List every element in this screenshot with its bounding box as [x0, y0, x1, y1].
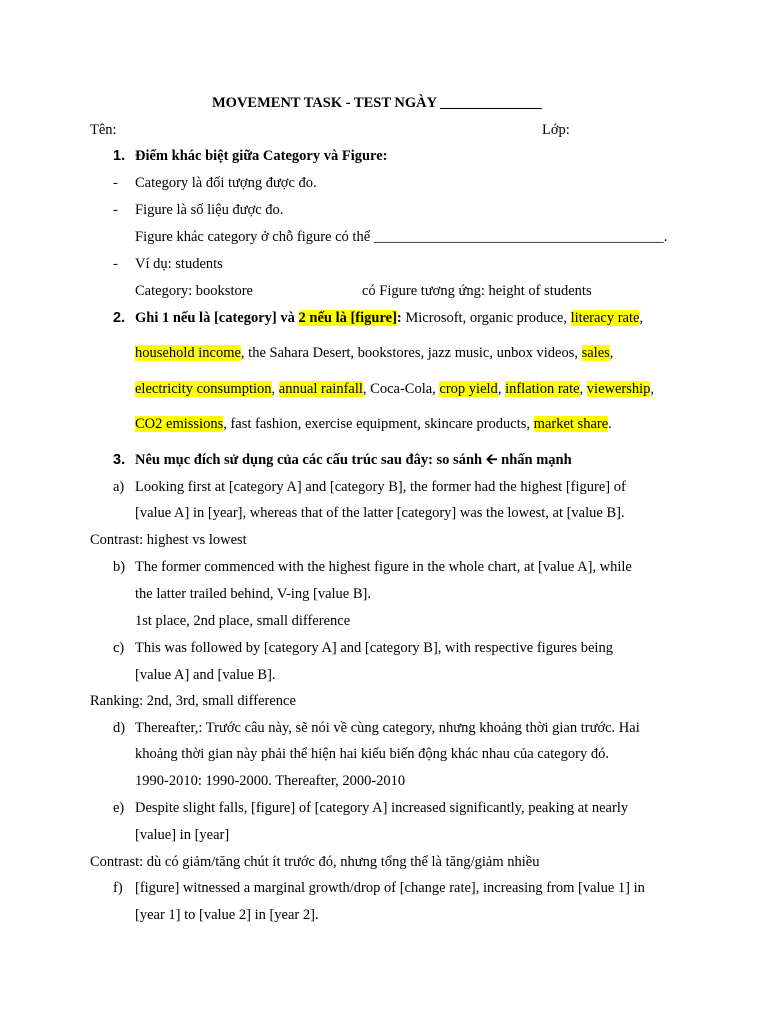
example-category: Category: bookstore	[135, 283, 253, 299]
section-2-heading: Ghi 1 nếu là [category] và	[135, 310, 299, 326]
section-2-line-1	[135, 309, 643, 327]
term-text: ,	[650, 381, 655, 397]
section-1-item-1: Category là đối tượng được đo.	[135, 175, 317, 191]
item-d-line-3: 1990-2010: 1990-2000. Thereafter, 2000-2010	[135, 773, 406, 789]
term-text: ,	[609, 345, 614, 361]
name-label: Tên:	[90, 122, 117, 138]
term-text: ,	[639, 310, 644, 326]
highlighted-term: household income	[135, 345, 241, 361]
item-f-line-1: [figure] witnessed a marginal growth/drop of [change rate], increasing from [value 1] in	[135, 880, 645, 896]
highlighted-term: inflation rate	[505, 381, 580, 397]
item-c-line-2: [value A] and [value B].	[135, 667, 276, 683]
section-3-heading-text-end: nhấn mạnh	[497, 452, 572, 468]
left-arrow-icon: 🡨	[485, 452, 498, 468]
section-2-heading-highlight: 2 nếu là [figure]	[298, 310, 397, 326]
page-title: MOVEMENT TASK - TEST NGÀY ______________	[212, 95, 542, 111]
section-2-terms	[135, 345, 613, 361]
highlighted-term: viewership	[586, 381, 651, 397]
highlighted-term: CO2 emissions	[135, 416, 224, 432]
term-text: , fast fashion, exercise equipment, skincare products,	[223, 416, 534, 432]
term-text: ,	[271, 381, 279, 397]
section-2-line-2	[135, 344, 613, 362]
bullet-dash: -	[113, 256, 118, 272]
item-label-f: f)	[113, 880, 123, 896]
item-a-line-2: [value A] in [year], whereas that of the latter [category] was the lowest, at [value B].	[135, 505, 625, 521]
highlighted-term: market share	[533, 416, 609, 432]
term-text: .	[608, 416, 612, 432]
section-2-terms	[135, 416, 612, 432]
note-contrast-a: Contrast: highest vs lowest	[90, 532, 247, 548]
item-b-line-3: 1st place, 2nd place, small difference	[135, 613, 351, 629]
term-text: Microsoft, organic produce,	[401, 310, 571, 326]
item-d-line-2: khoảng thời gian này phải thể hiện hai kiểu biến động khác nhau của category đó.	[135, 746, 609, 762]
section-2-terms	[135, 381, 654, 397]
section-3-number: 3.	[113, 452, 126, 468]
section-1-number: 1.	[113, 148, 126, 164]
item-b-line-2: the latter trailed behind, V-ing [value B].	[135, 586, 371, 602]
class-label: Lớp:	[542, 122, 570, 138]
term-text: , the Sahara Desert, bookstores, jazz music, unbox videos,	[240, 345, 582, 361]
section-1-item-2-continued: Figure khác category ở chỗ figure có thể ________________________________________.	[135, 229, 668, 245]
section-1-item-3: Ví dụ: students	[135, 256, 223, 272]
bullet-dash: -	[113, 202, 118, 218]
section-2-line-3	[135, 380, 654, 398]
note-ranking: Ranking: 2nd, 3rd, small difference	[90, 693, 296, 709]
section-2-terms	[402, 310, 643, 326]
highlighted-term: electricity consumption	[135, 381, 272, 397]
bullet-dash: -	[113, 175, 118, 191]
highlighted-term: annual rainfall	[278, 381, 363, 397]
highlighted-term: sales	[581, 345, 610, 361]
section-3-heading-text: Nêu mục đích sử dụng của các cấu trúc sau đây: so sánh	[135, 452, 486, 468]
term-text: ,	[579, 381, 587, 397]
item-c-line-1: This was followed by [category A] and [category B], with respective figures being	[135, 640, 613, 656]
section-1-item-2: Figure là số liệu được đo.	[135, 202, 284, 218]
section-3-heading	[135, 451, 572, 469]
highlighted-term: literacy rate	[570, 310, 640, 326]
item-d-line-1: Thereafter,: Trước câu này, sẽ nói về cùng category, nhưng khoảng thời gian trước. Hai	[135, 720, 640, 736]
item-label-e: e)	[113, 800, 125, 816]
item-a-line-1: Looking first at [category A] and [category B], the former had the highest [figure] of	[135, 479, 626, 495]
item-label-d: d)	[113, 720, 126, 736]
item-e-line-1: Despite slight falls, [figure] of [category A] increased significantly, peaking at nearly	[135, 800, 629, 816]
section-2-line-4	[135, 415, 612, 433]
item-e-line-2: [value] in [year]	[135, 827, 230, 843]
section-2-heading-colon: :	[396, 310, 402, 326]
item-label-b: b)	[113, 559, 126, 575]
section-2-number: 2.	[113, 310, 126, 326]
term-text: , Coca-Cola,	[362, 381, 440, 397]
item-f-line-2: [year 1] to [value 2] in [year 2].	[135, 907, 319, 923]
section-1-heading: Điểm khác biệt giữa Category và Figure:	[135, 148, 388, 164]
item-label-c: c)	[113, 640, 125, 656]
highlighted-term: crop yield	[439, 381, 498, 397]
item-b-line-1: The former commenced with the highest figure in the whole chart, at [value A], while	[135, 559, 632, 575]
term-text: ,	[497, 381, 506, 397]
note-contrast-e: Contrast: dù có giảm/tăng chút ít trước đó, nhưng tổng thể là tăng/giảm nhiều	[90, 854, 540, 870]
item-label-a: a)	[113, 479, 125, 495]
example-figure: có Figure tương ứng: height of students	[362, 283, 592, 299]
